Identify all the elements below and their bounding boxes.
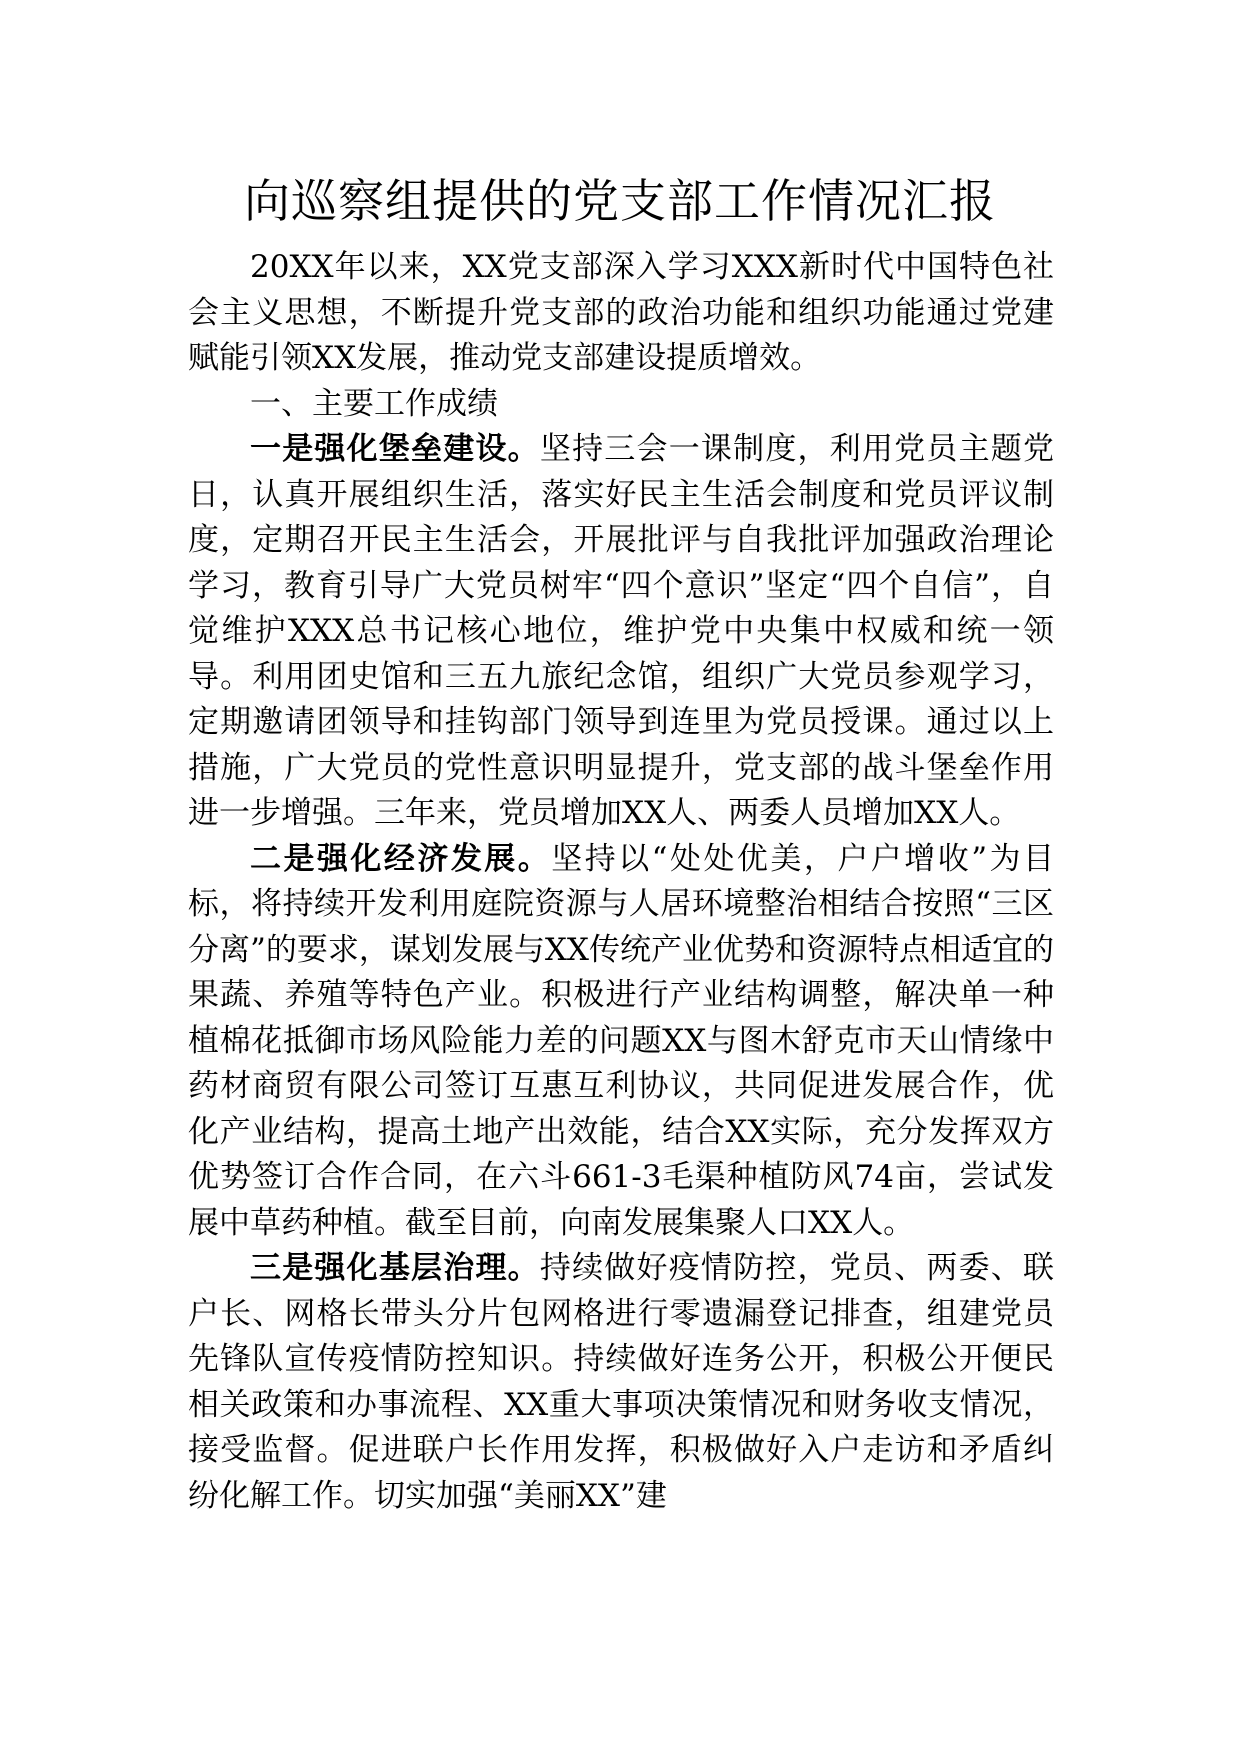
item-text-2: 坚持以“处处优美，户户增收”为目标，将持续开发利用庭院资源与人居环境整治相结合按照“三区分离”的要求，谋划发展与XX传统产业优势和资源特点相适宜的果蔬、养殖等特色产业。积极进行产业结构调整，解决单一种植棉花抵御市场风险能力差的问题XX与图木舒克市天山情缘中药材商贸有限公司签订互惠互利协议，共同促进发展合作，优化产业结构，提高土地产出效能，结合XX实际，充分发挥双方优势签订合作合同，在六斗661-3毛渠种植防风74亩，尝试发展中草药种植。截至目前，向南发展集聚人口XX人。 <box>188 840 1055 1241</box>
item-paragraph-1 <box>188 427 1054 837</box>
item-lead-2: 二是强化经济发展。 <box>250 840 552 877</box>
item-text-3: 持续做好疫情防控，党员、两委、联户长、网格长带头分片包网格进行零遗漏登记排查，组建党员先锋队宣传疫情防控知识。持续做好连务公开，积极公开便民相关政策和办事流程、XX重大事项决策情况和财务收支情况，接受监督。促进联户长作用发挥，积极做好入户走访和矛盾纠纷化解工作。切实加强“美丽XX”建 <box>188 1250 1054 1514</box>
item-paragraph-3 <box>188 1246 1054 1519</box>
item-text-1: 坚持三会一课制度，利用党员主题党日，认真开展组织生活，落实好民主生活会制度和党员评议制度，定期召开民主生活会，开展批评与自我批评加强政治理论学习，教育引导广大党员树牢“四个意识”坚定“四个自信”，自觉维护XXX总书记核心地位，维护党中央集中权威和统一领导。利用团史馆和三五九旅纪念馆，组织广大党员参观学习，定期邀请团领导和挂钩部门领导到连里为党员授课。通过以上措施，广大党员的党性意识明显提升，党支部的战斗堡垒作用进一步增强。三年来，党员增加XX人、两委人员增加XX人。 <box>188 431 1054 831</box>
intro-paragraph: 20XX年以来，XX党支部深入学习XXX新时代中国特色社会主义思想，不断提升党支部的政治功能和组织功能通过党建赋能引领XX发展，推动党支部建设提质增效。 <box>188 249 1054 376</box>
item-paragraph-2 <box>188 837 1054 1247</box>
item-lead-1: 一是强化堡垒建设。 <box>250 431 540 467</box>
section-heading: 一、主要工作成绩 <box>250 385 498 422</box>
document-body <box>188 245 1054 1519</box>
item-lead-3: 三是强化基层治理。 <box>250 1250 540 1286</box>
document-title: 向巡察组提供的党支部工作情况汇报 <box>244 174 996 228</box>
